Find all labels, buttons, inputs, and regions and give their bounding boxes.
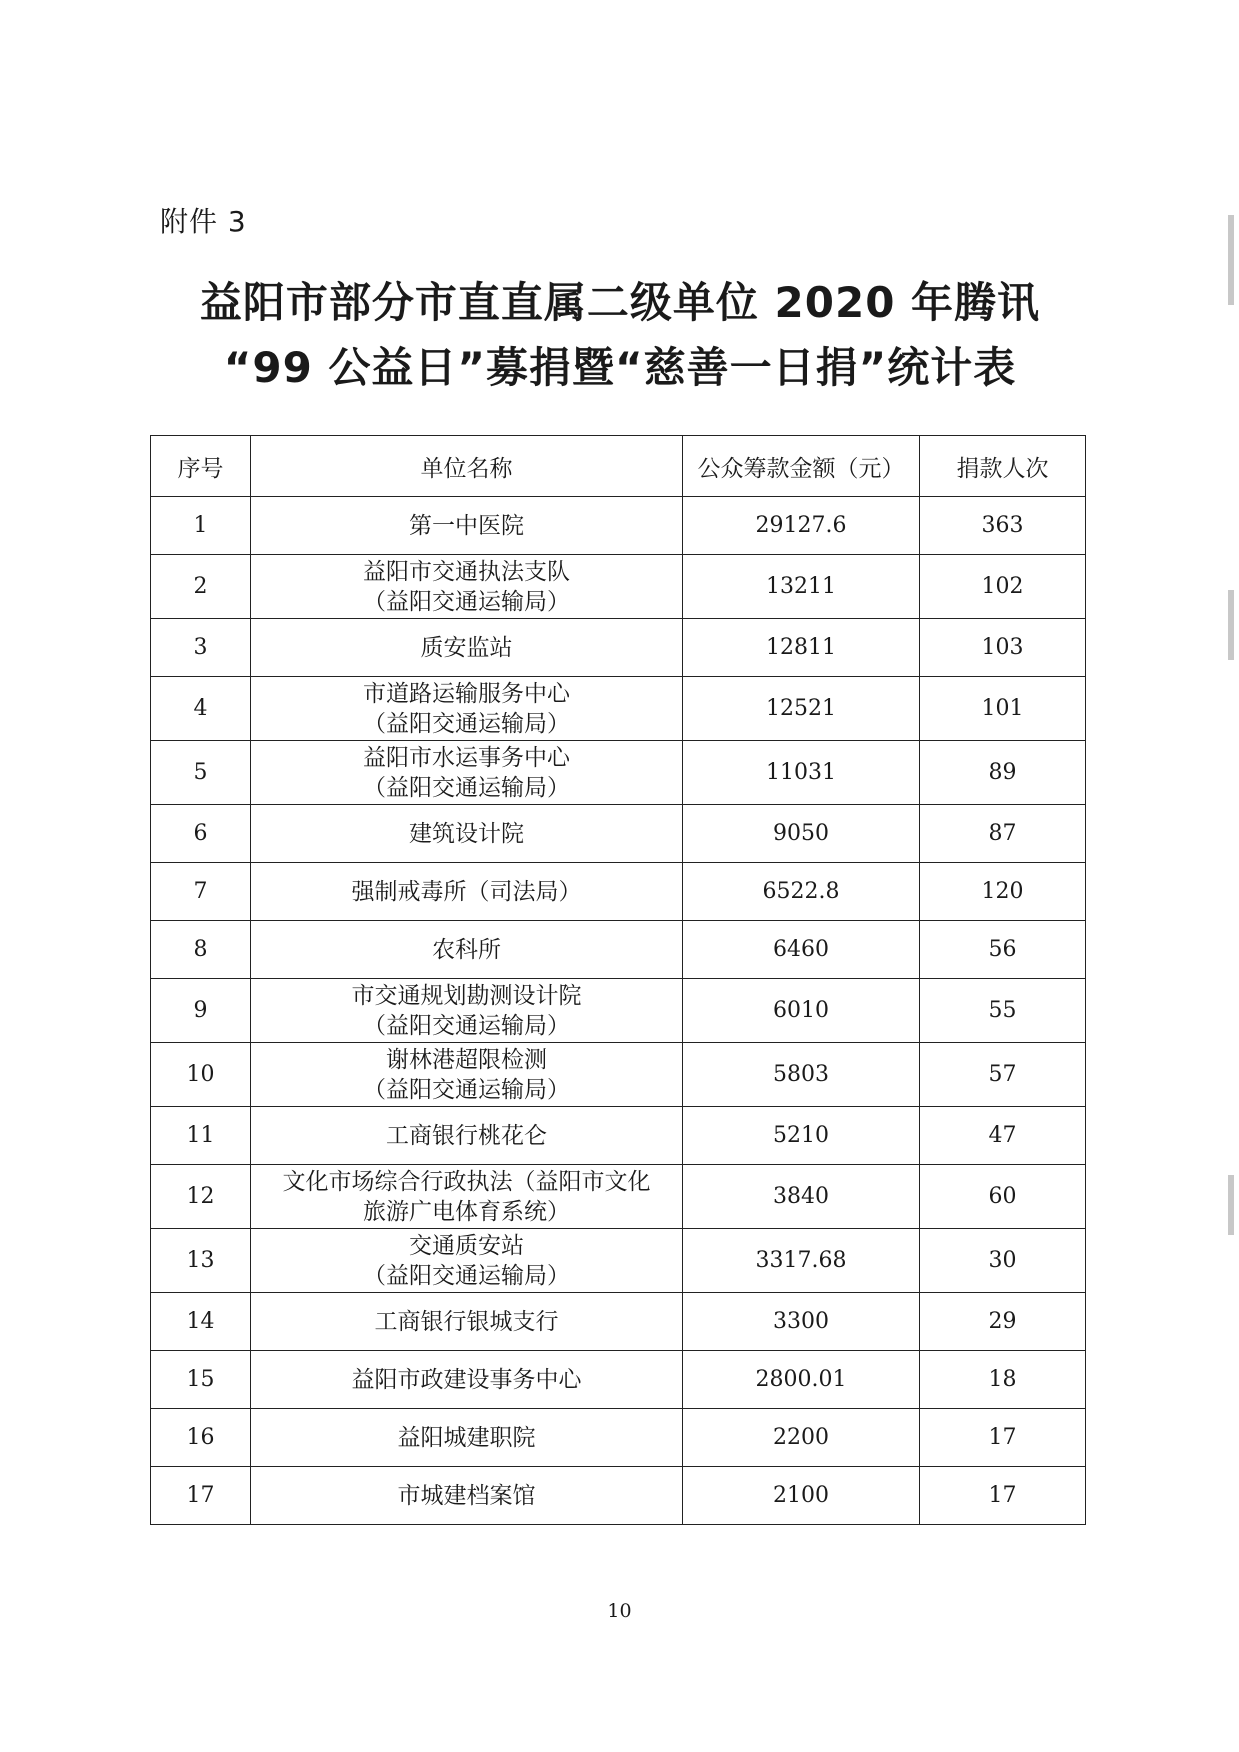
- unit-name-line: 文化市场综合行政执法（益阳市文化: [282, 1168, 651, 1195]
- donor-count-cell: 56: [920, 921, 1086, 979]
- unit-name-line: （益阳交通运输局）: [363, 710, 570, 737]
- unit-name-line: 市交通规划勘测设计院: [351, 982, 582, 1009]
- unit-name-cell: [251, 1351, 683, 1409]
- serial-number-cell: 6: [151, 805, 251, 863]
- unit-name-line: （益阳交通运输局）: [363, 588, 570, 615]
- table-body: [151, 497, 1086, 1525]
- donation-amount-cell: 3840: [683, 1165, 920, 1229]
- unit-name-cell: [251, 677, 683, 741]
- donor-count-cell: 57: [920, 1043, 1086, 1107]
- table-row: [151, 1467, 1086, 1525]
- serial-number-cell: 13: [151, 1229, 251, 1293]
- table-row: [151, 1229, 1086, 1293]
- unit-name-line: 益阳城建职院: [397, 1424, 536, 1451]
- unit-name-line: 强制戒毒所（司法局）: [351, 878, 582, 905]
- unit-name-cell: [251, 1293, 683, 1351]
- unit-name-cell: [251, 1229, 683, 1293]
- scan-edge-mark: [1228, 215, 1234, 305]
- donation-amount-cell: 2100: [683, 1467, 920, 1525]
- serial-number-cell: 9: [151, 979, 251, 1043]
- scan-edge-mark: [1228, 590, 1234, 660]
- donor-count-cell: 17: [920, 1409, 1086, 1467]
- unit-name-line: 市道路运输服务中心: [363, 680, 570, 707]
- unit-name-line: 益阳市水运事务中心: [363, 744, 570, 771]
- donor-count-cell: 120: [920, 863, 1086, 921]
- serial-number-cell: 7: [151, 863, 251, 921]
- unit-name-cell: [251, 619, 683, 677]
- donation-amount-cell: 11031: [683, 741, 920, 805]
- donation-amount-cell: 2800.01: [683, 1351, 920, 1409]
- donation-amount-cell: 2200: [683, 1409, 920, 1467]
- unit-name-line: 第一中医院: [409, 512, 524, 539]
- table-row: [151, 497, 1086, 555]
- table-row: [151, 741, 1086, 805]
- table-row: [151, 921, 1086, 979]
- attachment-label: 附件 3: [160, 205, 247, 238]
- donor-count-cell: 60: [920, 1165, 1086, 1229]
- donation-amount-cell: 3300: [683, 1293, 920, 1351]
- serial-number-cell: 8: [151, 921, 251, 979]
- donation-amount-cell: 6010: [683, 979, 920, 1043]
- table-row: [151, 1043, 1086, 1107]
- unit-name-cell: [251, 863, 683, 921]
- scan-edge-mark: [1228, 1175, 1234, 1235]
- donation-amount-cell: 3317.68: [683, 1229, 920, 1293]
- table-row: [151, 1409, 1086, 1467]
- unit-name-cell: [251, 497, 683, 555]
- table-row: [151, 1293, 1086, 1351]
- serial-number-cell: 2: [151, 555, 251, 619]
- header-donation-amount: 公众筹款金额（元）: [683, 436, 920, 497]
- unit-name-cell: [251, 1107, 683, 1165]
- unit-name-line: 工商银行银城支行: [374, 1308, 559, 1335]
- unit-name-line: （益阳交通运输局）: [363, 1012, 570, 1039]
- table-row: [151, 555, 1086, 619]
- serial-number-cell: 1: [151, 497, 251, 555]
- donor-count-cell: 47: [920, 1107, 1086, 1165]
- donation-amount-cell: 29127.6: [683, 497, 920, 555]
- donor-count-cell: 103: [920, 619, 1086, 677]
- unit-name-cell: [251, 1165, 683, 1229]
- serial-number-cell: 4: [151, 677, 251, 741]
- unit-name-line: 建筑设计院: [409, 820, 524, 847]
- document-title-line-2: “99 公益日”募捐暨“慈善一日捐”统计表: [223, 343, 1017, 392]
- unit-name-line: （益阳交通运输局）: [363, 1076, 570, 1103]
- donor-count-cell: 363: [920, 497, 1086, 555]
- donation-amount-cell: 6460: [683, 921, 920, 979]
- unit-name-line: 益阳市政建设事务中心: [351, 1366, 582, 1393]
- unit-name-line: 市城建档案馆: [397, 1482, 536, 1509]
- unit-name-cell: [251, 1409, 683, 1467]
- table-row: [151, 979, 1086, 1043]
- donor-count-cell: 30: [920, 1229, 1086, 1293]
- unit-name-line: 谢林港超限检测: [386, 1046, 547, 1073]
- table-header-row: [151, 436, 1086, 497]
- table-row: [151, 863, 1086, 921]
- header-donor-count: 捐款人次: [920, 436, 1086, 497]
- unit-name-line: （益阳交通运输局）: [363, 774, 570, 801]
- donation-amount-cell: 12521: [683, 677, 920, 741]
- serial-number-cell: 12: [151, 1165, 251, 1229]
- table-row: [151, 1107, 1086, 1165]
- unit-name-line: 工商银行桃花仑: [386, 1122, 547, 1149]
- donation-amount-cell: 13211: [683, 555, 920, 619]
- table-row: [151, 1165, 1086, 1229]
- unit-name-cell: [251, 805, 683, 863]
- serial-number-cell: 5: [151, 741, 251, 805]
- donor-count-cell: 101: [920, 677, 1086, 741]
- unit-name-cell: [251, 979, 683, 1043]
- unit-name-line: 旅游广电体育系统）: [363, 1198, 570, 1225]
- serial-number-cell: 3: [151, 619, 251, 677]
- page-number: 10: [607, 1600, 632, 1622]
- unit-name-line: 质安监站: [420, 634, 513, 661]
- serial-number-cell: 16: [151, 1409, 251, 1467]
- donation-amount-cell: 6522.8: [683, 863, 920, 921]
- donor-count-cell: 17: [920, 1467, 1086, 1525]
- table-row: [151, 619, 1086, 677]
- document-title-line-1: 益阳市部分市直直属二级单位 2020 年腾讯: [199, 278, 1041, 327]
- donor-count-cell: 87: [920, 805, 1086, 863]
- header-serial-number: 序号: [151, 436, 251, 497]
- unit-name-line: （益阳交通运输局）: [363, 1262, 570, 1289]
- serial-number-cell: 10: [151, 1043, 251, 1107]
- unit-name-cell: [251, 1467, 683, 1525]
- serial-number-cell: 11: [151, 1107, 251, 1165]
- donor-count-cell: 102: [920, 555, 1086, 619]
- donor-count-cell: 18: [920, 1351, 1086, 1409]
- unit-name-cell: [251, 741, 683, 805]
- donor-count-cell: 29: [920, 1293, 1086, 1351]
- unit-name-line: 农科所: [432, 936, 501, 963]
- table-row: [151, 1351, 1086, 1409]
- unit-name-line: 益阳市交通执法支队: [363, 558, 570, 585]
- donor-count-cell: 55: [920, 979, 1086, 1043]
- serial-number-cell: 15: [151, 1351, 251, 1409]
- donation-amount-cell: 12811: [683, 619, 920, 677]
- unit-name-line: 交通质安站: [409, 1232, 524, 1259]
- donor-count-cell: 89: [920, 741, 1086, 805]
- table-row: [151, 677, 1086, 741]
- unit-name-cell: [251, 921, 683, 979]
- donation-amount-cell: 9050: [683, 805, 920, 863]
- serial-number-cell: 17: [151, 1467, 251, 1525]
- unit-name-cell: [251, 555, 683, 619]
- donation-statistics-table: [150, 435, 1086, 1525]
- donation-amount-cell: 5803: [683, 1043, 920, 1107]
- header-unit-name: 单位名称: [251, 436, 683, 497]
- donation-amount-cell: 5210: [683, 1107, 920, 1165]
- table-row: [151, 805, 1086, 863]
- serial-number-cell: 14: [151, 1293, 251, 1351]
- unit-name-cell: [251, 1043, 683, 1107]
